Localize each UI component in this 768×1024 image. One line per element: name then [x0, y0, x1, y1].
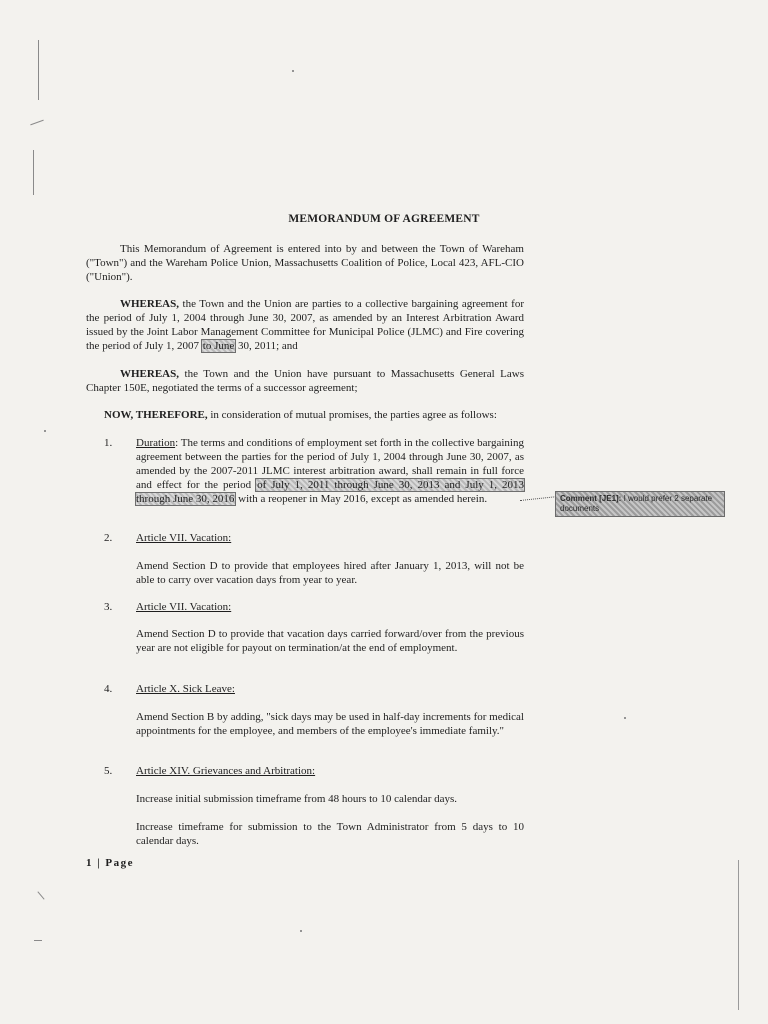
scan-speck: [624, 717, 626, 719]
item-body: Increase timeframe for submission to the Town Administrator from 5 days to 10 calendar days.: [136, 821, 524, 847]
scan-speck: [292, 70, 294, 72]
item-body: Increase initial submission timeframe from 48 hours to 10 calendar days.: [136, 793, 458, 805]
commented-text-highlight[interactable]: of July 1, 2011 through June 30, 2013 and July 1, 2013 through June 30, 2016: [136, 479, 524, 505]
scan-edge-bottom-left-2: [34, 940, 42, 941]
item-number: 3.: [104, 601, 113, 613]
scan-edge-left-lower: [33, 150, 34, 195]
scan-edge-left-mark: [30, 120, 43, 126]
comment-text: I would prefer 2 separate documents: [560, 494, 713, 513]
scan-edge-right: [738, 860, 739, 1010]
whereas-lead: WHEREAS,: [120, 368, 179, 380]
item-heading: Duration: [136, 437, 176, 449]
whereas-paragraph-1: [86, 297, 524, 353]
item-body: Amend Section B by adding, "sick days may be used in half-day increments for medical appointments for the employee, and members of the employee's immediate family.": [136, 711, 524, 737]
now-therefore-text: in consideration of mutual promises, the parties agree as follows:: [207, 409, 497, 421]
whereas-text-b: 30, 2011; and: [235, 340, 298, 352]
whereas-lead: WHEREAS,: [120, 298, 179, 310]
comment-connector: [520, 496, 556, 501]
item-number: 2.: [104, 532, 113, 544]
item-number: 4.: [104, 683, 113, 695]
duration-text-a: : The terms and conditions of employment set forth in the collective bargaining agreement between the parties for the period of July 1, 2004 through June 30, 2007, as amended by the 2007-2011 JLMC interest arbitration award, shall remain in full force and effect for the period: [136, 437, 524, 491]
duration-text-b: with a reopener in May 2016, except as amended herein.: [235, 493, 488, 505]
item-heading: Article X. Sick Leave:: [136, 683, 235, 695]
item-heading: Article VII. Vacation:: [136, 601, 232, 613]
whereas-paragraph-2: [86, 367, 524, 395]
item-body: Amend Section D to provide that vacation days carried forward/over from the previous year are not eligible for payout on termination/at the end of employment.: [136, 628, 524, 654]
intro-paragraph: This Memorandum of Agreement is entered into by and between the Town of Wareham ("Town") and the Wareham Police Union, Massachusetts Coalition of Police, Local 423, AFL-CIO ("Union").: [86, 243, 524, 283]
whereas-text: the Town and the Union have pursuant to Massachusetts General Laws Chapter 150E, negotiated the terms of a successor agreement;: [86, 368, 524, 394]
comment-label: Comment [JE1]:: [560, 494, 622, 503]
item-number: 1.: [104, 437, 113, 449]
scan-speck: [300, 930, 302, 932]
revision-mark: to June: [202, 340, 235, 352]
item-heading: Article VII. Vacation:: [136, 532, 232, 544]
now-therefore-lead: NOW, THEREFORE,: [104, 409, 208, 421]
comment-balloon[interactable]: [555, 491, 725, 517]
item-number: 5.: [104, 765, 113, 777]
scan-speck: [44, 430, 46, 432]
scan-edge-bottom-left: [37, 891, 44, 899]
now-therefore-paragraph: [104, 408, 544, 422]
item-body: Amend Section D to provide that employees hired after January 1, 2013, will not be able to carry over vacation days from year to year.: [136, 560, 524, 586]
whereas-text-a: the Town and the Union are parties to a collective bargaining agreement for the period of July 1, 2004 through June 30, 2007, as amended by an Interest Arbitration Award issued by the Joint Labor Management Committee for Municipal Police (JLMC) and Fire covering the period of July 1, 2007: [86, 298, 524, 352]
document-title: MEMORANDUM OF AGREEMENT: [288, 213, 480, 225]
scan-edge-left: [38, 40, 39, 100]
item-duration: [136, 436, 524, 506]
page-footer: 1 | Page: [86, 857, 135, 869]
item-heading: Article XIV. Grievances and Arbitration:: [136, 765, 316, 777]
